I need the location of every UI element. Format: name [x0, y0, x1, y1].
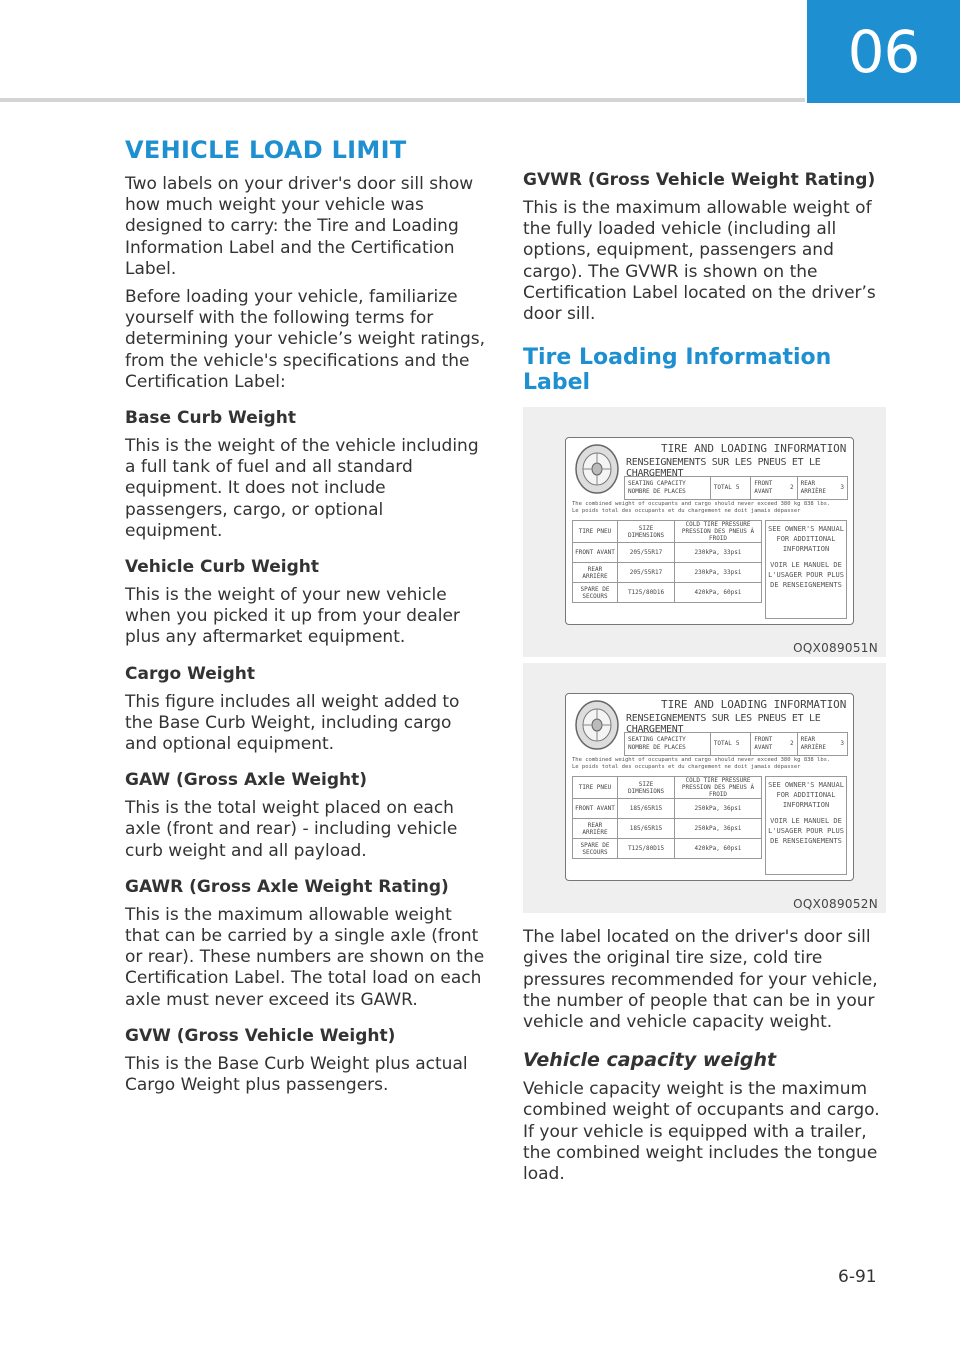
tire-label-figure	[523, 407, 886, 657]
row-pressure: 420kPa, 60psi	[675, 583, 762, 603]
header-tire: TIRE PNEU	[573, 521, 618, 543]
row-pressure: 420kPa, 60psi	[675, 839, 762, 859]
row-pressure: 250kPa, 36psi	[675, 819, 762, 839]
row-position: FRONT AVANT	[573, 543, 618, 563]
label-title-en: TIRE AND LOADING INFORMATION	[661, 442, 847, 456]
row-position: REAR ARRIÈRE	[573, 563, 618, 583]
rear-label: REAR ARRIÈRE	[800, 736, 826, 752]
tire-label-figure	[523, 663, 886, 913]
term-heading: GAWR (Gross Axle Weight Rating)	[125, 876, 449, 897]
rear-label: REAR ARRIÈRE	[800, 480, 826, 496]
wheel-icon	[574, 443, 620, 495]
label-description: The label located on the driver's door sill gives the original tire size, cold tire pressures recommended for your vehicle, the number of people that can be in your vehicle and vehicle capacity weight.	[523, 927, 878, 1033]
capacity-text: Vehicle capacity weight is the maximum combined weight of occupants and cargo. If your vehicle is equipped with a trailer, the combined weight includes the tongue load.	[523, 1079, 880, 1185]
figure-code: OQX089052N	[793, 897, 878, 912]
wheel-icon	[574, 699, 620, 751]
weight-note: The combined weight of occupants and cargo should never exceed 380 kg 838 lbs. Le poids total des occupants et du chargement ne doit jamais dépasser	[572, 501, 831, 515]
weight-kg: 380	[780, 501, 791, 508]
header-size: SIZE DIMENSIONS	[618, 777, 675, 799]
gvwr-text: This is the maximum allowable weight of the fully loaded vehicle (including all options, equipment, passengers and cargo). The GVWR is shown on the Certification Label located on the driver’s door sill.	[523, 198, 876, 325]
gvwr-heading: GVWR (Gross Vehicle Weight Rating)	[523, 170, 876, 190]
tire-loading-label	[565, 437, 854, 625]
seating-label: SEATING CAPACITY NOMBRE DE PLACES	[625, 477, 711, 499]
header-pressure: COLD TIRE PRESSURE PRESSION DES PNEUS À FROID	[675, 777, 762, 799]
section-title: VEHICLE LOAD LIMIT	[125, 136, 407, 164]
term-text: This figure includes all weight added to the Base Curb Weight, including cargo and optional equipment.	[125, 691, 460, 755]
row-size: 205/55R17	[618, 563, 675, 583]
header-pressure: COLD TIRE PRESSURE PRESSION DES PNEUS À FROID	[675, 521, 762, 543]
weight-lbs: 838	[803, 501, 814, 508]
term-heading: Vehicle Curb Weight	[125, 557, 319, 578]
row-position: REAR ARRIÈRE	[573, 819, 618, 839]
weight-note-en: The combined weight of occupants and cargo should never exceed	[572, 501, 778, 508]
row-size: T125/80D16	[618, 583, 675, 603]
total-label: TOTAL	[713, 484, 732, 492]
row-size: T125/80D15	[618, 839, 675, 859]
see-manual-box	[765, 776, 847, 875]
left-column	[125, 136, 485, 1096]
seating-label: SEATING CAPACITY NOMBRE DE PLACES	[625, 733, 711, 755]
row-pressure: 230kPa, 33psi	[675, 543, 762, 563]
seating-capacity-row	[624, 476, 848, 500]
see-manual-fr: VOIR LE MANUEL DE L'USAGER POUR PLUS DE RENSEIGNEMENTS	[768, 817, 844, 846]
rear-value: 3	[840, 484, 844, 492]
term-text: This is the total weight placed on each axle (front and rear) - including vehicle curb weight and all payload.	[125, 798, 458, 861]
intro-paragraph-2: Before loading your vehicle, familiarize yourself with the following terms for determining your vehicle’s weight ratings, from the vehicle's specifications and the Certification Label:	[125, 287, 485, 392]
total-value: 5	[735, 484, 740, 492]
weight-note: The combined weight of occupants and cargo should never exceed 380 kg 838 lbs. Le poids total des occupants et du chargement ne doit jamais dépasser	[572, 757, 831, 771]
capacity-title: Vehicle capacity weight	[523, 1049, 777, 1072]
row-size: 205/55R17	[618, 543, 675, 563]
weight-kg: 380	[780, 757, 791, 764]
header-rule	[0, 98, 805, 102]
term-heading: GAW (Gross Axle Weight)	[125, 770, 368, 791]
figure-code: OQX089051N	[793, 641, 878, 656]
weight-note-fr: Le poids total des occupants et du chargement ne doit jamais dépasser	[572, 508, 801, 515]
tire-pressure-table	[572, 520, 762, 603]
see-manual-box	[765, 520, 847, 619]
total-value: 5	[735, 740, 740, 748]
page-number: 6-91	[838, 1267, 877, 1287]
row-size: 185/65R15	[618, 799, 675, 819]
front-value: 2	[790, 740, 794, 748]
tire-pressure-table	[572, 776, 762, 859]
header-size: SIZE DIMENSIONS	[618, 521, 675, 543]
total-label: TOTAL	[713, 740, 732, 748]
right-column	[523, 170, 888, 1185]
header-tire: TIRE PNEU	[573, 777, 618, 799]
term-heading: Cargo Weight	[125, 663, 255, 684]
chapter-tab	[807, 0, 960, 103]
term-heading: Base Curb Weight	[125, 408, 296, 429]
see-manual-en: SEE OWNER'S MANUAL FOR ADDITIONAL INFORMATION	[768, 525, 844, 554]
see-manual-en: SEE OWNER'S MANUAL FOR ADDITIONAL INFORMATION	[768, 781, 844, 810]
term-text: This is the weight of your new vehicle when you picked it up from your dealer plus any aftermarket equipment.	[125, 585, 460, 648]
chapter-number: 06	[847, 17, 920, 86]
weight-note-fr: Le poids total des occupants et du chargement ne doit jamais dépasser	[572, 764, 801, 771]
row-position: SPARE DE SECOURS	[573, 583, 618, 603]
weight-note-en: The combined weight of occupants and cargo should never exceed	[572, 757, 778, 764]
subsection-title: Tire Loading Information Label	[523, 345, 832, 396]
term-text: This is the weight of the vehicle including a full tank of fuel and all standard equipment. It does not include passengers, cargo, or optional equipment.	[125, 436, 479, 541]
label-title-fr: RENSEIGNEMENTS SUR LES PNEUS ET LE CHARGEMENT	[626, 713, 821, 736]
row-pressure: 230kPa, 33psi	[675, 563, 762, 583]
label-title-en: TIRE AND LOADING INFORMATION	[661, 698, 847, 712]
front-label: FRONT AVANT	[754, 736, 773, 752]
row-position: FRONT AVANT	[573, 799, 618, 819]
front-value: 2	[790, 484, 794, 492]
row-pressure: 250kPa, 36psi	[675, 799, 762, 819]
term-text: This is the maximum allowable weight that can be carried by a single axle (front or rear). These numbers are shown on the Certification Label. The total load on each axle must never exceed its GAWR.	[125, 904, 485, 1010]
intro-paragraph-1: Two labels on your driver's door sill show how much weight your vehicle was designed to carry: the Tire and Loading Information Label and the Certification Label.	[125, 174, 474, 279]
label-title-fr: RENSEIGNEMENTS SUR LES PNEUS ET LE CHARGEMENT	[626, 457, 821, 480]
rear-value: 3	[840, 740, 844, 748]
weight-lbs: 838	[803, 757, 814, 764]
front-label: FRONT AVANT	[754, 480, 773, 496]
term-heading: GVW (Gross Vehicle Weight)	[125, 1025, 396, 1046]
see-manual-fr: VOIR LE MANUEL DE L'USAGER POUR PLUS DE RENSEIGNEMENTS	[768, 561, 844, 590]
tire-loading-label	[565, 693, 854, 881]
row-size: 185/65R15	[618, 819, 675, 839]
row-position: SPARE DE SECOURS	[573, 839, 618, 859]
seating-capacity-row	[624, 732, 848, 756]
term-text: This is the Base Curb Weight plus actual Cargo Weight plus passengers.	[125, 1053, 468, 1096]
